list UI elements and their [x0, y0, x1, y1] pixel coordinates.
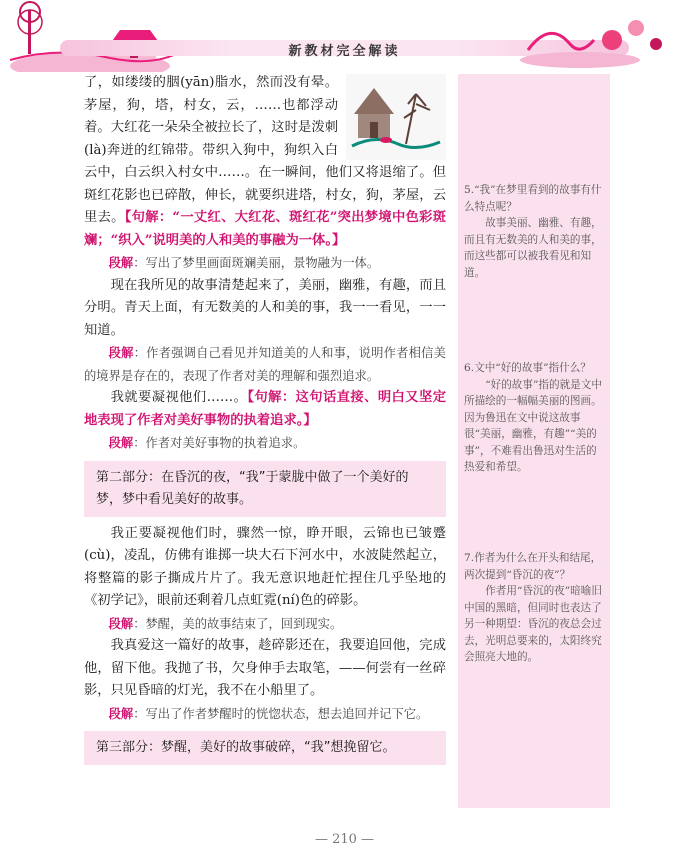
answer-text: 作者用“昏沉的夜”暗喻旧中国的黑暗，但同时也表达了另一种期望：昏沉的夜总会过去，光明总要来的，太阳终究会照亮大地的。 — [464, 585, 602, 663]
wave-decoration — [520, 0, 689, 72]
paragraph-1: 了，如缕缕的胭(yān)脂水，然而没有晕。茅屋，狗，塔，村女，云，……也都浮动着。大红花一朵朵全被拉长了，这时是泼刺(là)奔迸的红锦带。带织入狗中，狗织入白云中，白云织入村女中……。在一瞬间，他们又将退缩了。但斑红花影也已碎散，伸长，就要织进塔，村女，狗，茅屋，云里去。 — [84, 75, 446, 225]
paragraph-2: 现在我所见的故事清楚起来了，美丽，幽雅，有趣，而且分明。青天上面，有无数美的人和美的事，我一一看见，一一知道。 — [84, 277, 446, 338]
sentence-note-3: 【句解：这句话直接、明白又坚定地表现了作者对美好事物的执着追求。】 — [84, 390, 447, 428]
answer-text: 故事美丽、幽雅、有趣，而且有无数美的人和美的事，而这些都可以被我看见和知道。 — [464, 217, 602, 279]
duan-label-3: 段解 — [108, 435, 134, 450]
page-header — [0, 0, 689, 72]
illustration — [346, 74, 446, 160]
question-text: 6.文中“好的故事”指什么？ — [464, 362, 591, 374]
sentence-note-1: 【句解：“一丈红、大红花、斑红花”突出梦境中色彩斑斓；“织入”说明美的人和美的事融为一体。】 — [84, 210, 447, 248]
duan-note-1: ：写出了梦里画面斑斓美丽，景物融为一体。 — [133, 256, 380, 270]
paragraph-5: 我真爱这一篇好的故事，趁碎影还在，我要追回他，完成他，留下他。我抛了书，欠身伸手去取笔，——何尝有一丝碎影，只见昏暗的灯光，我不在小船里了。 — [84, 638, 446, 698]
main-column — [84, 72, 446, 771]
duan-note-3: ：作者对美好事物的执着追求。 — [133, 436, 306, 450]
page-title: 新教材完全解读 — [288, 44, 401, 59]
question-text: 7.作者为什么在开头和结尾，两次提到“昏沉的夜”？ — [464, 552, 602, 581]
question-7 — [464, 550, 604, 666]
sidebar-questions — [458, 74, 610, 808]
question-6 — [464, 360, 604, 476]
question-text: 5.“我”在梦里看到的故事有什么特点呢？ — [464, 184, 602, 213]
duan-note-4: ：梦醒，美的故事结束了，回到现实。 — [133, 616, 343, 631]
section-summary-2: 第二部分：在昏沉的夜，“我”于蒙胧中做了一个美好的梦，梦中看见美好的故事。 — [84, 461, 446, 517]
duan-label-2: 段解 — [108, 345, 134, 360]
paragraph-3: 我就要凝视他们……。 — [110, 390, 248, 405]
page-number: — 210 — — [314, 832, 375, 847]
duan-note-2: ：作者强调自己看见并知道美的人和事，说明作者相信美的境界是存在的，表现了作者对美的理解和强烈追求。 — [84, 346, 446, 383]
duan-note-5: ：写出了作者梦醒时的恍惚状态，想去追回并记下它。 — [133, 706, 429, 721]
duan-label-1: 段解 — [108, 255, 134, 270]
section-summary-3: 第三部分：梦醒，美好的故事破碎，“我”想挽留它。 — [84, 731, 446, 765]
answer-text: “好的故事”指的就是文中所描绘的一幅幅美丽的图画。因为鲁迅在文中说这故事很“美丽，幽雅，有趣”“美的事”，不难看出鲁迅对生活的热爱和希望。 — [464, 378, 602, 473]
house-tree-decoration — [0, 0, 180, 72]
duan-label-4: 段解 — [108, 615, 134, 631]
question-5 — [464, 182, 604, 281]
duan-label-5: 段解 — [108, 705, 134, 721]
paragraph-4: 我正要凝视他们时，骤然一惊，睁开眼，云锦也已皱蹙(cù)，凌乱，仿佛有谁掷一块大石下河水中，水波陡然起立，将整篇的影子撕成片片了。我无意识地赶忙捏住几乎坠地的《初学记》，眼前还剩着几点虹霓(ní)色的碎影。 — [84, 525, 446, 608]
